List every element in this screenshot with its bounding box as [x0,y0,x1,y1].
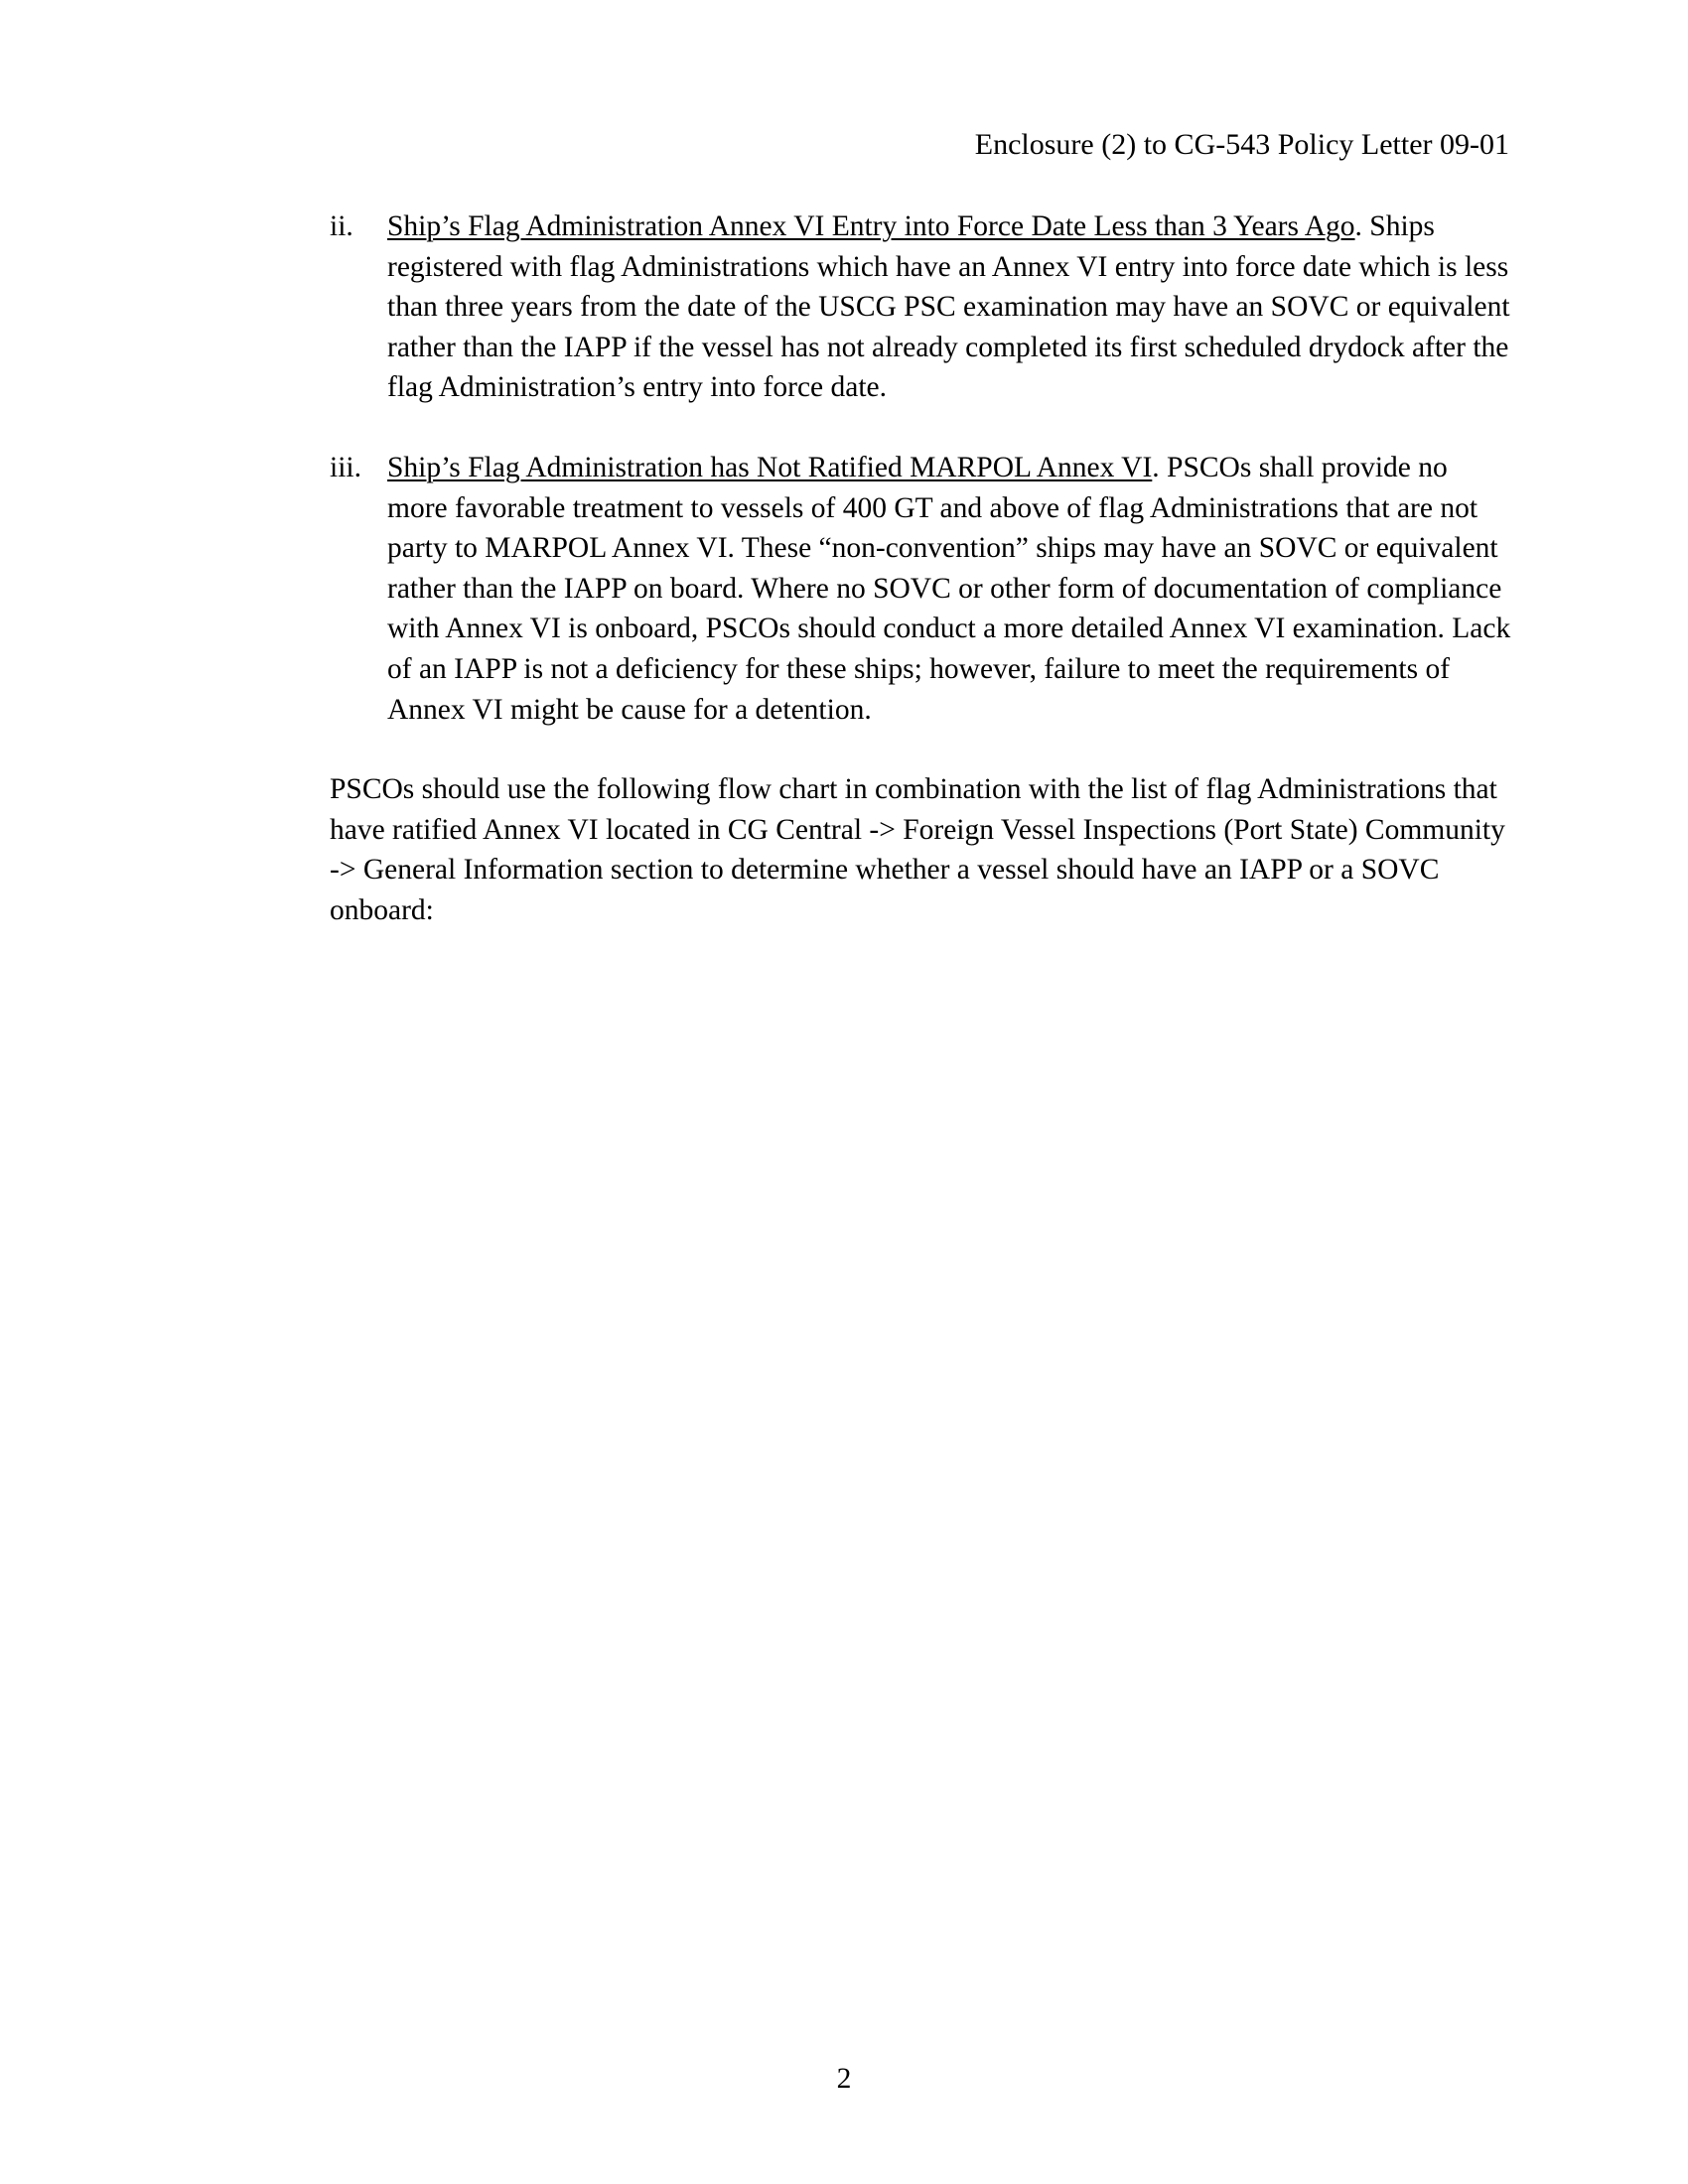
page-number: 2 [836,2062,852,2095]
heading-punctuation-iii: . [1152,451,1160,483]
list-marker-ii: ii. [330,210,353,242]
list-item-text [387,206,1511,408]
list-item [330,206,1511,408]
list-item [330,448,1511,730]
underlined-heading-ii: Ship’s Flag Administration Annex VI Entry into Force Date Less than 3 Years Ago [387,210,1355,242]
list-marker-iii: iii. [330,451,361,483]
list-item-body-ii: Ships registered with flag Administrations which have an Annex VI entry into force date which is less than three years from the date of the USCG PSC examination may have an SOVC or equivalent rather than the IAPP if the vessel has not already completed its first scheduled drydock after the flag Administration’s entry into force date. [387,210,1510,404]
underlined-heading-iii: Ship’s Flag Administration has Not Ratified MARPOL Annex VI [387,451,1153,483]
closing-paragraph: PSCOs should use the following flow chart in combination with the list of flag Administrations that have ratified Annex VI located in CG Central -> Foreign Vessel Inspections (Port State) Community -> General Information section to determine whether a vessel should have an IAPP or a SOVC onboard: [330,773,1505,926]
list-item-text [387,448,1511,730]
list-item-body-iii: PSCOs shall provide no more favorable treatment to vessels of 400 GT and above of flag Administrations that are not party to MARPOL Annex VI. These “non-convention” ships may have an SOVC or equivalent rather than the IAPP on board. Where no SOVC or other form of documentation of compliance with Annex VI is onboard, PSCOs should conduct a more detailed Annex VI examination. Lack of an IAPP is not a deficiency for these ships; however, failure to meet the requirements of Annex VI might be cause for a detention. [387,451,1511,726]
document-body [330,206,1511,960]
heading-punctuation-ii: . [1354,210,1362,242]
page-header: Enclosure (2) to CG-543 Policy Letter 09-01 [974,128,1509,161]
